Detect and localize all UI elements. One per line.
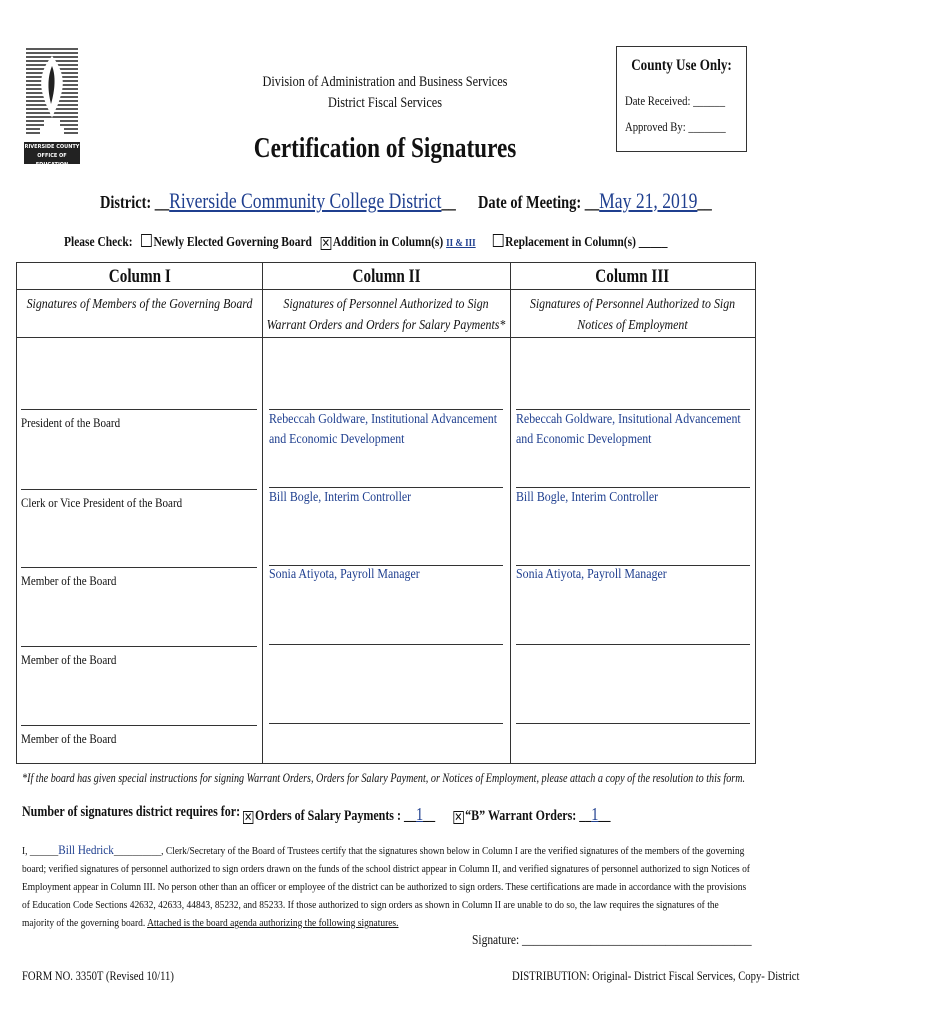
page-title: Certification of Signatures bbox=[253, 132, 517, 164]
col1-role-label: Member of the Board bbox=[21, 731, 117, 746]
newly-elected-label: Newly Elected Governing Board bbox=[153, 235, 312, 250]
division-line: Division of Administration and Business Services bbox=[262, 74, 508, 90]
clerk-name[interactable]: Bill Hedrick bbox=[58, 842, 114, 857]
col2-signature-line[interactable] bbox=[269, 723, 503, 724]
col1-signature-line[interactable] bbox=[21, 725, 257, 726]
col1-role-label: Member of the Board bbox=[21, 573, 117, 588]
replacement-checkbox[interactable] bbox=[493, 234, 504, 247]
fiscal-services-line: District Fiscal Services bbox=[327, 95, 443, 111]
footnote: *If the board has given special instructions for signing Warrant Orders, Orders for Salary Payment, or Notices of Employment, please attach a copy of the resolution to this form. bbox=[22, 770, 746, 785]
addition-checkbox[interactable]: ✕ bbox=[321, 236, 331, 250]
column-1-subtitle: Signatures of Members of the Governing Board bbox=[26, 297, 253, 312]
county-use-box bbox=[616, 46, 747, 152]
date-received: Date Received: ______ bbox=[625, 93, 726, 108]
salary-payments-checkbox[interactable]: ✕ bbox=[244, 810, 253, 824]
addition-label: Addition in Column(s) bbox=[332, 235, 444, 250]
meeting-label: Date of Meeting: bbox=[478, 192, 582, 212]
newly-elected-checkbox[interactable] bbox=[141, 234, 152, 247]
col3-personnel-name: Rebeccah Goldware, Insitutional Advancement and Economic Development bbox=[516, 412, 741, 447]
col1-role-label: Member of the Board bbox=[21, 652, 117, 667]
logo-text-line2: OFFICE OF EDUCATION bbox=[35, 153, 69, 168]
riverside-county-office-of-education-logo bbox=[24, 46, 80, 166]
warrant-orders-label: “B” Warrant Orders: bbox=[465, 808, 577, 824]
signatures-table bbox=[16, 262, 756, 764]
col1-signature-line[interactable] bbox=[21, 567, 257, 568]
approved-by: Approved By: _______ bbox=[625, 119, 726, 134]
district-value[interactable]: Riverside Community College District bbox=[169, 188, 442, 213]
district-label: District: bbox=[100, 192, 152, 212]
col3-personnel-name: Sonia Atiyota, Payroll Manager bbox=[516, 567, 667, 582]
certification-paragraph: I, ______Bill Hedrick__________, Clerk/Secretary of the Board of Trustees certify that the signatures shown below in Column I are the verified signatures of the members of the governing board; verified signatures of personnel authorized to sign orders drawn on the funds of the school district appear in Column II, and verified signatures of personnel authorized to sign Notices of Employment appear in Column III. No person other than an officer or employee of the district can be authorized to sign orders. These certifications are made in accordance with the provisions of Education Code Sections 42632, 42633, 44843, 85232, and 85233. If those authorized to sign orders as shown in Column II are unable to do so, the law requires the signatures of the majority of the governing board. Attached is the board agenda authorizing the following signatures. bbox=[22, 842, 750, 929]
col3-signature-line[interactable] bbox=[516, 723, 750, 724]
column-2-subtitle: Signatures of Personnel Authorized to Sign Warrant Orders and Orders for Salary Payments* bbox=[266, 297, 506, 333]
col1-signature-line[interactable] bbox=[21, 409, 257, 410]
form-number: FORM NO. 3350T (Revised 10/11) bbox=[22, 968, 174, 983]
column-1-title: Column I bbox=[108, 266, 171, 287]
signature-line[interactable]: Signature: ________________________________________ bbox=[472, 933, 752, 948]
col1-signature-line[interactable] bbox=[21, 646, 257, 647]
attached-note: Attached is the board agenda authorizing the following signatures. bbox=[147, 917, 399, 929]
col2-personnel-name: Sonia Atiyota, Payroll Manager bbox=[269, 567, 420, 582]
meeting-date-value[interactable]: May 21, 2019 bbox=[599, 188, 698, 213]
col2-personnel-name: Rebeccah Goldware, Institutional Advancement and Economic Development bbox=[269, 412, 498, 447]
column-2-title: Column II bbox=[352, 266, 420, 287]
col2-signature-line[interactable] bbox=[269, 644, 503, 645]
addition-columns-value[interactable]: II & III bbox=[446, 237, 476, 249]
salary-payments-label: Orders of Salary Payments : bbox=[255, 808, 401, 824]
logo-text-line1: RIVERSIDE COUNTY bbox=[24, 144, 80, 150]
warrant-orders-count[interactable]: 1 bbox=[591, 804, 599, 824]
distribution-note: DISTRIBUTION: Original- District Fiscal Services, Copy- District bbox=[512, 968, 800, 983]
col3-signature-line[interactable] bbox=[516, 644, 750, 645]
salary-payments-count[interactable]: 1 bbox=[415, 804, 424, 824]
warrant-orders-checkbox[interactable]: ✕ bbox=[454, 810, 463, 824]
col2-personnel-name: Bill Bogle, Interim Controller bbox=[269, 490, 412, 505]
column-3-title: Column III bbox=[595, 266, 670, 287]
replacement-label: Replacement in Column(s) _____ bbox=[505, 235, 668, 250]
requires-label: Number of signatures district requires for: bbox=[22, 804, 241, 820]
col3-personnel-name: Bill Bogle, Interim Controller bbox=[516, 490, 659, 505]
please-check-label: Please Check: bbox=[64, 235, 133, 250]
county-use-title: County Use Only: bbox=[631, 57, 732, 74]
col1-role-label: Clerk or Vice President of the Board bbox=[21, 495, 183, 510]
col1-signature-line[interactable] bbox=[21, 489, 257, 490]
column-3-subtitle: Signatures of Personnel Authorized to Sign Notices of Employment bbox=[529, 297, 736, 333]
col1-role-label: President of the Board bbox=[21, 415, 121, 430]
